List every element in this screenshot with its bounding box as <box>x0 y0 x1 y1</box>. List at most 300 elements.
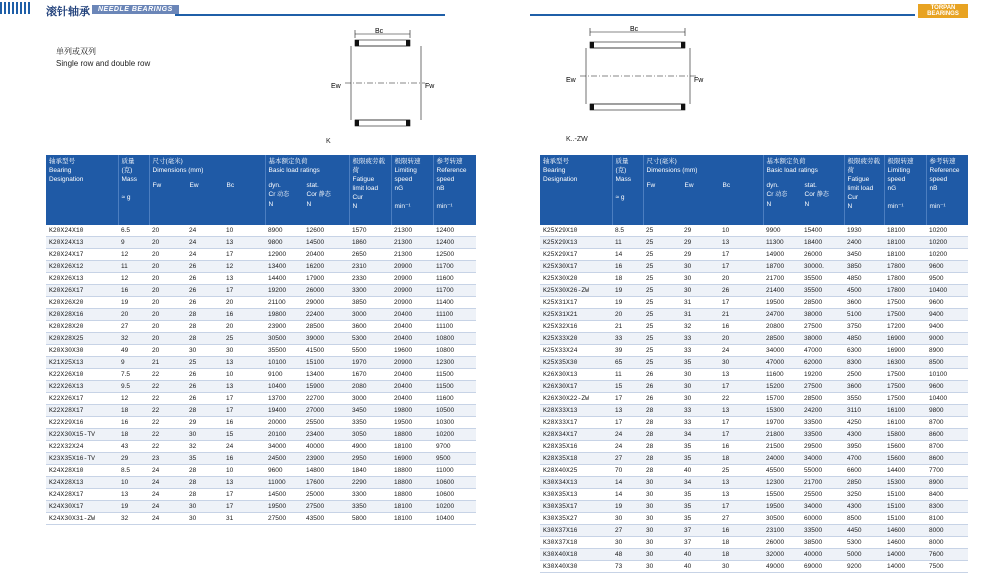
cell-designation: K28X35X16 <box>540 441 612 453</box>
table-cell: 20400 <box>391 321 433 333</box>
table-cell: 26 <box>186 261 223 273</box>
table-cell: 19600 <box>391 345 433 357</box>
table-cell: 15300 <box>763 405 801 417</box>
table-row <box>46 501 476 513</box>
table-cell: 9700 <box>433 441 476 453</box>
table-cell: 31 <box>681 309 719 321</box>
table-row <box>46 417 476 429</box>
cell-designation: K28X33X13 <box>540 405 612 417</box>
table-cell: 16300 <box>884 357 926 369</box>
table-cell: 26 <box>186 381 223 393</box>
table-cell: 29 <box>681 225 719 237</box>
table-cell: 12 <box>118 249 149 261</box>
table-cell: 25 <box>643 357 681 369</box>
table-cell: 18 <box>612 273 643 285</box>
table-cell: 14900 <box>763 249 801 261</box>
table-cell: 20 <box>149 321 186 333</box>
table-cell: 17 <box>719 297 763 309</box>
table-cell: 30 <box>681 285 719 297</box>
table-cell: 22 <box>149 429 186 441</box>
table-cell: 19500 <box>265 501 303 513</box>
table-cell: 11500 <box>433 381 476 393</box>
table-row <box>540 273 968 285</box>
table-cell: 20900 <box>391 285 433 297</box>
table-cell: 73 <box>612 561 643 573</box>
table-cell: 35 <box>681 357 719 369</box>
table-cell: 3350 <box>349 501 391 513</box>
table-cell: 4700 <box>844 453 884 465</box>
table-cell: 22 <box>149 381 186 393</box>
table-cell: 3050 <box>349 429 391 441</box>
table-cell: 29 <box>118 453 149 465</box>
table-cell: 15600 <box>884 453 926 465</box>
table-cell: 41500 <box>303 345 349 357</box>
table-cell: 10 <box>223 225 265 237</box>
table-cell: 27 <box>719 513 763 525</box>
table-cell: 23400 <box>303 429 349 441</box>
table-cell: 16 <box>719 441 763 453</box>
cell-designation: K30X35X17 <box>540 501 612 513</box>
table-cell: 10 <box>719 225 763 237</box>
table-cell: 25 <box>223 333 265 345</box>
table-cell: 16 <box>223 453 265 465</box>
table-cell: 14 <box>612 477 643 489</box>
cell-designation: K30X34X13 <box>540 477 612 489</box>
table-cell: 14400 <box>265 273 303 285</box>
table-row <box>540 549 968 561</box>
table-cell: 24 <box>149 465 186 477</box>
table-cell: 19200 <box>801 369 844 381</box>
table-cell: 26 <box>643 381 681 393</box>
table-cell: 14 <box>612 249 643 261</box>
table-cell: 30500 <box>265 333 303 345</box>
col-mass: 质量 (克) Mass ≈ g <box>612 155 643 225</box>
table-cell: 30 <box>719 357 763 369</box>
cell-designation: K22X26X13 <box>46 381 118 393</box>
table-cell: 24 <box>149 513 186 525</box>
table-cell: 29 <box>186 417 223 429</box>
table-cell: 1930 <box>844 225 884 237</box>
dim-label: Bc <box>375 28 384 35</box>
table-cell: 29 <box>681 249 719 261</box>
brand-tag: TORPAN BEARINGS <box>918 4 968 18</box>
table-cell: 17 <box>223 489 265 501</box>
table-cell: 3600 <box>844 297 884 309</box>
table-row <box>540 525 968 537</box>
cell-designation: K25X29X13 <box>540 237 612 249</box>
table-cell: 24 <box>186 225 223 237</box>
table-cell: 6300 <box>844 345 884 357</box>
table-cell: 32000 <box>763 549 801 561</box>
table-cell: 13 <box>223 381 265 393</box>
table-cell: 17 <box>719 249 763 261</box>
table-cell: 28500 <box>801 297 844 309</box>
table-cell: 35 <box>681 453 719 465</box>
table-cell: 13 <box>719 237 763 249</box>
table-cell: 10200 <box>433 501 476 513</box>
cell-designation: K20X28X16 <box>46 309 118 321</box>
table-cell: 48 <box>612 549 643 561</box>
table-row <box>540 357 968 369</box>
table-cell: 8500 <box>844 513 884 525</box>
cell-designation: K30X40X18 <box>540 549 612 561</box>
table-cell: 26 <box>719 285 763 297</box>
table-cell: 28 <box>643 429 681 441</box>
table-cell: 5100 <box>844 309 884 321</box>
cell-designation: K24X28X17 <box>46 489 118 501</box>
table-row <box>540 237 968 249</box>
table-cell: 17200 <box>884 321 926 333</box>
table-cell: 17500 <box>884 309 926 321</box>
table-cell: 37 <box>681 537 719 549</box>
table-cell: 21300 <box>391 249 433 261</box>
dim-label: Bc <box>630 26 639 33</box>
col-reference-speed: 参考转速 Reference speed nB min⁻¹ <box>433 155 476 225</box>
table-cell: 18100 <box>884 249 926 261</box>
table-cell: 1860 <box>349 237 391 249</box>
table-cell: 5300 <box>349 333 391 345</box>
table-cell: 25 <box>643 333 681 345</box>
table-cell: 3000 <box>349 393 391 405</box>
table-row <box>46 513 476 525</box>
cell-designation: K25X29X17 <box>540 249 612 261</box>
table-cell: 1840 <box>349 465 391 477</box>
table-cell: 33 <box>681 333 719 345</box>
table-cell: 10100 <box>926 369 968 381</box>
col-load-ratings: 基本额定负荷 Basic load ratings dyn. Cr 动态 N stat. Cor 静态 N <box>763 155 844 225</box>
table-cell: 40 <box>681 465 719 477</box>
table-cell: 24 <box>149 477 186 489</box>
table-cell: 30 <box>681 261 719 273</box>
table-row <box>540 261 968 273</box>
table-cell: 29500 <box>801 441 844 453</box>
table-cell: 9800 <box>265 237 303 249</box>
bearing-drawing-k <box>325 22 445 137</box>
table-cell: 24 <box>612 441 643 453</box>
table-row <box>540 345 968 357</box>
table-cell: 33 <box>681 345 719 357</box>
table-cell: 20 <box>149 285 186 297</box>
table-cell: 30 <box>612 513 643 525</box>
table-row <box>540 381 968 393</box>
cell-designation: K20X24X17 <box>46 249 118 261</box>
table-cell: 19500 <box>763 501 801 513</box>
bearing-table-left <box>46 155 476 525</box>
table-cell: 30 <box>643 537 681 549</box>
table-cell: 28 <box>643 405 681 417</box>
table-row <box>46 489 476 501</box>
cell-designation: K26X30X13 <box>540 369 612 381</box>
table-cell: 3850 <box>349 297 391 309</box>
table-cell: 15 <box>612 381 643 393</box>
table-cell: 12500 <box>433 249 476 261</box>
table-row <box>46 357 476 369</box>
col-designation: 轴承型号 Bearing Designation <box>46 155 118 225</box>
table-cell: 10400 <box>926 393 968 405</box>
table-row <box>46 321 476 333</box>
table-cell: 20400 <box>391 309 433 321</box>
table-cell: 23900 <box>265 321 303 333</box>
table-cell: 20 <box>149 345 186 357</box>
table-cell: 33 <box>681 405 719 417</box>
table-cell: 20000 <box>265 417 303 429</box>
cell-designation: K25X31X17 <box>540 297 612 309</box>
table-cell: 30 <box>643 489 681 501</box>
table-cell: 13 <box>612 405 643 417</box>
table-cell: 16 <box>118 417 149 429</box>
table-cell: 32 <box>118 513 149 525</box>
table-cell: 30 <box>643 477 681 489</box>
table-cell: 38000 <box>801 333 844 345</box>
table-cell: 21 <box>719 309 763 321</box>
table-cell: 27500 <box>265 513 303 525</box>
table-cell: 8600 <box>926 453 968 465</box>
table-cell: 9600 <box>265 465 303 477</box>
table-cell: 28 <box>186 405 223 417</box>
table-cell: 26 <box>186 273 223 285</box>
table-cell: 9400 <box>926 309 968 321</box>
table-cell: 19500 <box>763 297 801 309</box>
page-title-en: NEEDLE BEARINGS <box>92 5 179 14</box>
table-cell: 9600 <box>926 261 968 273</box>
table-cell: 28500 <box>763 333 801 345</box>
cell-designation: K24X28X13 <box>46 477 118 489</box>
table-cell: 15100 <box>884 489 926 501</box>
table-cell: 17 <box>612 417 643 429</box>
table-cell: 14 <box>612 489 643 501</box>
table-cell: 10300 <box>433 417 476 429</box>
table-cell: 9900 <box>763 225 801 237</box>
table-cell: 28 <box>643 417 681 429</box>
subtitle-en: Single row and double row <box>56 59 151 68</box>
table-cell: 1570 <box>349 225 391 237</box>
table-cell: 27500 <box>801 381 844 393</box>
table-cell: 24 <box>149 489 186 501</box>
table-cell: 14800 <box>303 465 349 477</box>
table-cell: 28 <box>186 333 223 345</box>
cell-designation: K22X29X16 <box>46 417 118 429</box>
table-cell: 12300 <box>763 477 801 489</box>
table-cell: 20 <box>149 261 186 273</box>
table-cell: 47000 <box>801 345 844 357</box>
table-cell: 45500 <box>763 465 801 477</box>
table-row <box>46 225 476 237</box>
table-cell: 13 <box>719 477 763 489</box>
table-cell: 13400 <box>303 369 349 381</box>
table-cell: 25 <box>186 357 223 369</box>
table-cell: 20400 <box>391 333 433 345</box>
table-cell: 10800 <box>433 345 476 357</box>
table-cell: 18 <box>719 537 763 549</box>
table-cell: 7700 <box>926 465 968 477</box>
table-cell: 14600 <box>884 525 926 537</box>
table-cell: 20400 <box>391 381 433 393</box>
table-cell: 20800 <box>763 321 801 333</box>
table-cell: 15200 <box>763 381 801 393</box>
table-cell: 24000 <box>763 453 801 465</box>
table-cell: 25 <box>643 345 681 357</box>
table-cell: 30 <box>681 381 719 393</box>
cell-designation: K22X28X17 <box>46 405 118 417</box>
table-cell: 35500 <box>801 273 844 285</box>
table-cell: 8300 <box>926 501 968 513</box>
table-cell: 8100 <box>926 513 968 525</box>
table-row <box>540 477 968 489</box>
table-row <box>46 297 476 309</box>
col-dimensions: 尺寸(毫米) Dimensions (mm) Fw Ew Bc <box>149 155 265 225</box>
table-cell: 12 <box>118 273 149 285</box>
table-cell: 35500 <box>265 345 303 357</box>
table-cell: 13 <box>223 237 265 249</box>
table-row <box>46 273 476 285</box>
table-cell: 24 <box>186 249 223 261</box>
table-cell: 33 <box>612 333 643 345</box>
table-cell: 49 <box>118 345 149 357</box>
table-cell: 26 <box>643 393 681 405</box>
table-cell: 13 <box>223 273 265 285</box>
table-cell: 17 <box>223 393 265 405</box>
table-cell: 21700 <box>763 273 801 285</box>
table-cell: 25000 <box>303 489 349 501</box>
table-cell: 18100 <box>391 441 433 453</box>
table-cell: 17900 <box>303 273 349 285</box>
table-cell: 30 <box>681 393 719 405</box>
table-cell: 17800 <box>884 273 926 285</box>
table-cell: 26000 <box>801 249 844 261</box>
table-cell: 39 <box>612 345 643 357</box>
table-cell: 24 <box>149 501 186 513</box>
table-cell: 38000 <box>801 309 844 321</box>
table-cell: 29 <box>681 237 719 249</box>
cell-designation: K28X40X25 <box>540 465 612 477</box>
table-cell: 18800 <box>391 465 433 477</box>
table-cell: 32 <box>681 321 719 333</box>
table-cell: 34 <box>681 429 719 441</box>
table-cell: 16 <box>719 321 763 333</box>
table-cell: 30 <box>643 549 681 561</box>
cell-designation: K28X34X17 <box>540 429 612 441</box>
table-cell: 40 <box>681 549 719 561</box>
table-cell: 10100 <box>265 357 303 369</box>
table-row <box>540 321 968 333</box>
table-cell: 35 <box>186 453 223 465</box>
table-cell: 22 <box>149 441 186 453</box>
table-cell: 16900 <box>884 345 926 357</box>
table-cell: 17 <box>223 405 265 417</box>
table-cell: 3600 <box>349 321 391 333</box>
table-cell: 21 <box>149 357 186 369</box>
table-cell: 19800 <box>391 405 433 417</box>
table-cell: 17 <box>719 417 763 429</box>
table-cell: 25 <box>643 297 681 309</box>
table-cell: 14400 <box>884 465 926 477</box>
table-row <box>540 369 968 381</box>
table-cell: 3300 <box>349 489 391 501</box>
table-cell: 11100 <box>433 309 476 321</box>
table-cell: 20 <box>149 333 186 345</box>
table-cell: 47000 <box>763 357 801 369</box>
table-cell: 8600 <box>926 429 968 441</box>
table-cell: 17 <box>612 393 643 405</box>
table-cell: 10200 <box>926 249 968 261</box>
table-cell: 43 <box>118 441 149 453</box>
table-cell: 9600 <box>926 297 968 309</box>
table-cell: 18100 <box>391 513 433 525</box>
table-cell: 16 <box>223 417 265 429</box>
table-cell: 10 <box>118 477 149 489</box>
table-cell: 20 <box>223 321 265 333</box>
table-cell: 4850 <box>844 273 884 285</box>
table-cell: 31 <box>681 297 719 309</box>
table-cell: 25 <box>643 285 681 297</box>
table-cell: 9500 <box>926 273 968 285</box>
table-cell: 15100 <box>884 513 926 525</box>
table-cell: 26 <box>643 369 681 381</box>
table-cell: 33500 <box>801 525 844 537</box>
table-row <box>540 333 968 345</box>
table-cell: 28 <box>186 489 223 501</box>
cell-designation: K24X30X31-ZW <box>46 513 118 525</box>
cell-designation: K25X32X16 <box>540 321 612 333</box>
table-cell: 30 <box>612 537 643 549</box>
dim-label: Fw <box>425 83 435 90</box>
table-cell: 18800 <box>391 477 433 489</box>
table-cell: 18 <box>719 549 763 561</box>
table-cell: 4500 <box>844 285 884 297</box>
table-cell: 30500 <box>763 513 801 525</box>
table-row <box>540 225 968 237</box>
cell-designation: K20X28X20 <box>46 321 118 333</box>
table-cell: 21300 <box>391 225 433 237</box>
table-cell: 11600 <box>433 393 476 405</box>
table-row <box>46 285 476 297</box>
table-row <box>46 309 476 321</box>
table-cell: 8900 <box>265 225 303 237</box>
table-cell: 19 <box>118 297 149 309</box>
table-cell: 11 <box>612 369 643 381</box>
dim-label: Fw <box>694 77 704 84</box>
table-cell: 12 <box>223 261 265 273</box>
cell-designation: K28X35X18 <box>540 453 612 465</box>
header-rule-right <box>530 14 915 16</box>
drawing-type-right: K..-ZW <box>566 136 588 143</box>
table-cell: 27 <box>118 321 149 333</box>
table-cell: 3000 <box>349 309 391 321</box>
table-cell: 20900 <box>391 273 433 285</box>
table-cell: 30 <box>681 273 719 285</box>
table-cell: 21800 <box>763 429 801 441</box>
table-cell: 34000 <box>801 453 844 465</box>
table-row <box>540 441 968 453</box>
table-cell: 28 <box>643 453 681 465</box>
table-cell: 8300 <box>844 357 884 369</box>
table-cell: 22 <box>149 417 186 429</box>
table-cell: 17500 <box>884 393 926 405</box>
table-cell: 2080 <box>349 381 391 393</box>
table-row <box>46 405 476 417</box>
table-cell: 11100 <box>433 321 476 333</box>
table-cell: 22 <box>719 393 763 405</box>
table-cell: 12400 <box>433 225 476 237</box>
table-cell: 4250 <box>844 417 884 429</box>
table-cell: 10200 <box>926 237 968 249</box>
table-cell: 35 <box>681 501 719 513</box>
table-cell: 10200 <box>926 225 968 237</box>
table-cell: 3450 <box>844 249 884 261</box>
table-cell: 19 <box>612 297 643 309</box>
table-cell: 10400 <box>433 513 476 525</box>
table-row <box>540 561 968 573</box>
